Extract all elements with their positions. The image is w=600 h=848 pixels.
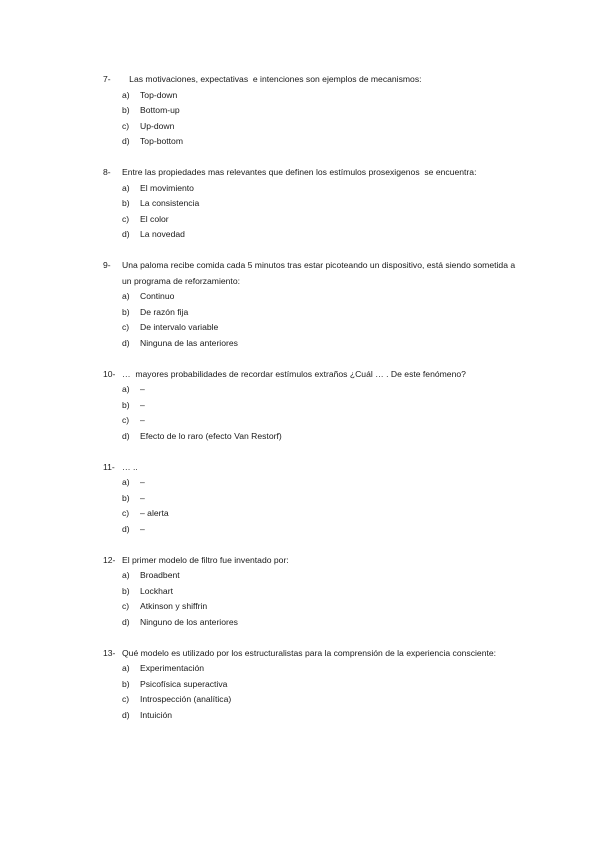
option-text: – alerta <box>140 508 169 518</box>
option-letter: b) <box>122 306 130 317</box>
answer-option <box>103 429 523 445</box>
option-letter: d) <box>122 523 130 534</box>
question-number: 10- <box>103 368 116 379</box>
answer-option <box>103 212 523 228</box>
option-letter: d) <box>122 136 130 146</box>
answer-options <box>103 568 523 630</box>
option-text: De intervalo variable <box>140 322 219 332</box>
option-text: Lockhart <box>140 585 173 596</box>
option-letter: a) <box>122 89 130 100</box>
question-list <box>103 72 523 739</box>
answer-option <box>103 134 523 150</box>
option-letter: a) <box>122 663 130 673</box>
answer-option <box>103 692 523 708</box>
option-text: El movimiento <box>140 182 194 193</box>
option-text: Intuición <box>140 709 173 720</box>
option-text: – <box>140 415 145 425</box>
answer-option <box>103 305 523 321</box>
option-letter: d) <box>122 616 130 627</box>
answer-option <box>103 491 523 507</box>
answer-option <box>103 708 523 724</box>
answer-option <box>103 382 523 398</box>
option-letter: c) <box>122 601 130 611</box>
option-letter: d) <box>122 430 130 441</box>
answer-option <box>103 475 523 491</box>
answer-option <box>103 196 523 212</box>
option-letter: c) <box>122 508 130 518</box>
option-text: Bottom-up <box>140 105 180 115</box>
question-block <box>103 258 523 351</box>
question-text: El primer modelo de filtro fue inventado por: <box>122 554 289 565</box>
question-block <box>103 553 523 631</box>
answer-option <box>103 584 523 600</box>
option-letter: b) <box>122 492 130 503</box>
question-text: Qué modelo es utilizado por los estructuralistas para la comprensión de la experiencia consciente: <box>122 647 497 658</box>
option-text: Broadbent <box>140 570 180 580</box>
question-number: 9- <box>103 260 111 270</box>
option-text: Atkinson y shiffrin <box>140 601 208 611</box>
answer-option <box>103 599 523 615</box>
answer-option <box>103 398 523 414</box>
question-number: 12- <box>103 554 116 565</box>
question-block <box>103 460 523 538</box>
option-letter: b) <box>122 105 130 115</box>
question-text: Una paloma recibe comida cada 5 minutos tras estar picoteando un dispositivo, está siendo sometida a un programa de reforzamiento: <box>122 260 518 286</box>
option-letter: b) <box>122 678 130 689</box>
option-letter: c) <box>122 694 130 704</box>
answer-option <box>103 289 523 305</box>
option-letter: d) <box>122 337 130 348</box>
option-text: De razón fija <box>140 306 189 317</box>
option-text: – <box>140 492 145 503</box>
answer-option <box>103 320 523 336</box>
option-text: Continuo <box>140 291 175 301</box>
answer-options <box>103 88 523 150</box>
question-number: 13- <box>103 647 116 658</box>
question-block <box>103 72 523 150</box>
answer-option <box>103 227 523 243</box>
option-letter: c) <box>122 322 130 332</box>
question-block <box>103 165 523 243</box>
question-stem <box>103 646 523 662</box>
option-text: Up-down <box>140 120 175 131</box>
option-letter: a) <box>122 570 130 580</box>
option-text: – <box>140 384 145 394</box>
question-stem <box>103 460 523 476</box>
option-text: Top-down <box>140 89 178 100</box>
option-text: Psicofísica superactiva <box>140 678 228 689</box>
question-stem <box>103 258 523 289</box>
answer-option <box>103 661 523 677</box>
answer-options <box>103 181 523 243</box>
option-letter: c) <box>122 120 130 131</box>
option-text: El color <box>140 213 169 224</box>
option-text: Efecto de lo raro (efecto Van Restorf) <box>140 430 282 441</box>
option-text: Introspección (analítica) <box>140 694 232 704</box>
option-letter: c) <box>122 213 130 224</box>
answer-option <box>103 568 523 584</box>
question-text: Entre las propiedades mas relevantes que definen los estímulos prosexigenos se encuentra: <box>122 167 477 177</box>
option-text: La novedad <box>140 229 185 239</box>
option-letter: b) <box>122 399 130 410</box>
answer-option <box>103 88 523 104</box>
option-text: Ninguna de las anteriores <box>140 337 238 348</box>
option-letter: b) <box>122 198 130 208</box>
option-letter: a) <box>122 384 130 394</box>
answer-option <box>103 522 523 538</box>
answer-option <box>103 506 523 522</box>
answer-option <box>103 336 523 352</box>
question-stem <box>103 553 523 569</box>
option-letter: a) <box>122 477 130 487</box>
question-block <box>103 367 523 445</box>
question-number: 7- <box>103 74 111 84</box>
question-stem <box>103 165 523 181</box>
answer-option <box>103 413 523 429</box>
option-text: – <box>140 523 145 534</box>
answer-option <box>103 615 523 631</box>
option-text: – <box>140 399 145 410</box>
answer-options <box>103 382 523 444</box>
answer-option <box>103 181 523 197</box>
option-text: Top-bottom <box>140 136 183 146</box>
question-block <box>103 646 523 724</box>
answer-option <box>103 677 523 693</box>
question-number: 8- <box>103 167 111 177</box>
answer-options <box>103 289 523 351</box>
question-text: … .. <box>122 461 138 472</box>
option-letter: d) <box>122 709 130 720</box>
option-text: Experimentación <box>140 663 205 673</box>
answer-options <box>103 475 523 537</box>
question-stem <box>103 72 523 88</box>
option-text: – <box>140 477 145 487</box>
question-text: … mayores probabilidades de recordar estímulos extraños ¿Cuál … . De este fenómeno? <box>122 368 466 379</box>
option-letter: a) <box>122 291 130 301</box>
answer-options <box>103 661 523 723</box>
option-text: Ninguno de los anteriores <box>140 616 238 627</box>
option-letter: c) <box>122 415 130 425</box>
option-letter: d) <box>122 229 130 239</box>
option-text: La consistencia <box>140 198 200 208</box>
answer-option <box>103 103 523 119</box>
question-number: 11- <box>103 461 115 472</box>
option-letter: b) <box>122 585 130 596</box>
option-letter: a) <box>122 182 130 193</box>
question-text: Las motivaciones, expectativas e intenciones son ejemplos de mecanismos: <box>122 74 422 84</box>
answer-option <box>103 119 523 135</box>
question-stem <box>103 367 523 383</box>
